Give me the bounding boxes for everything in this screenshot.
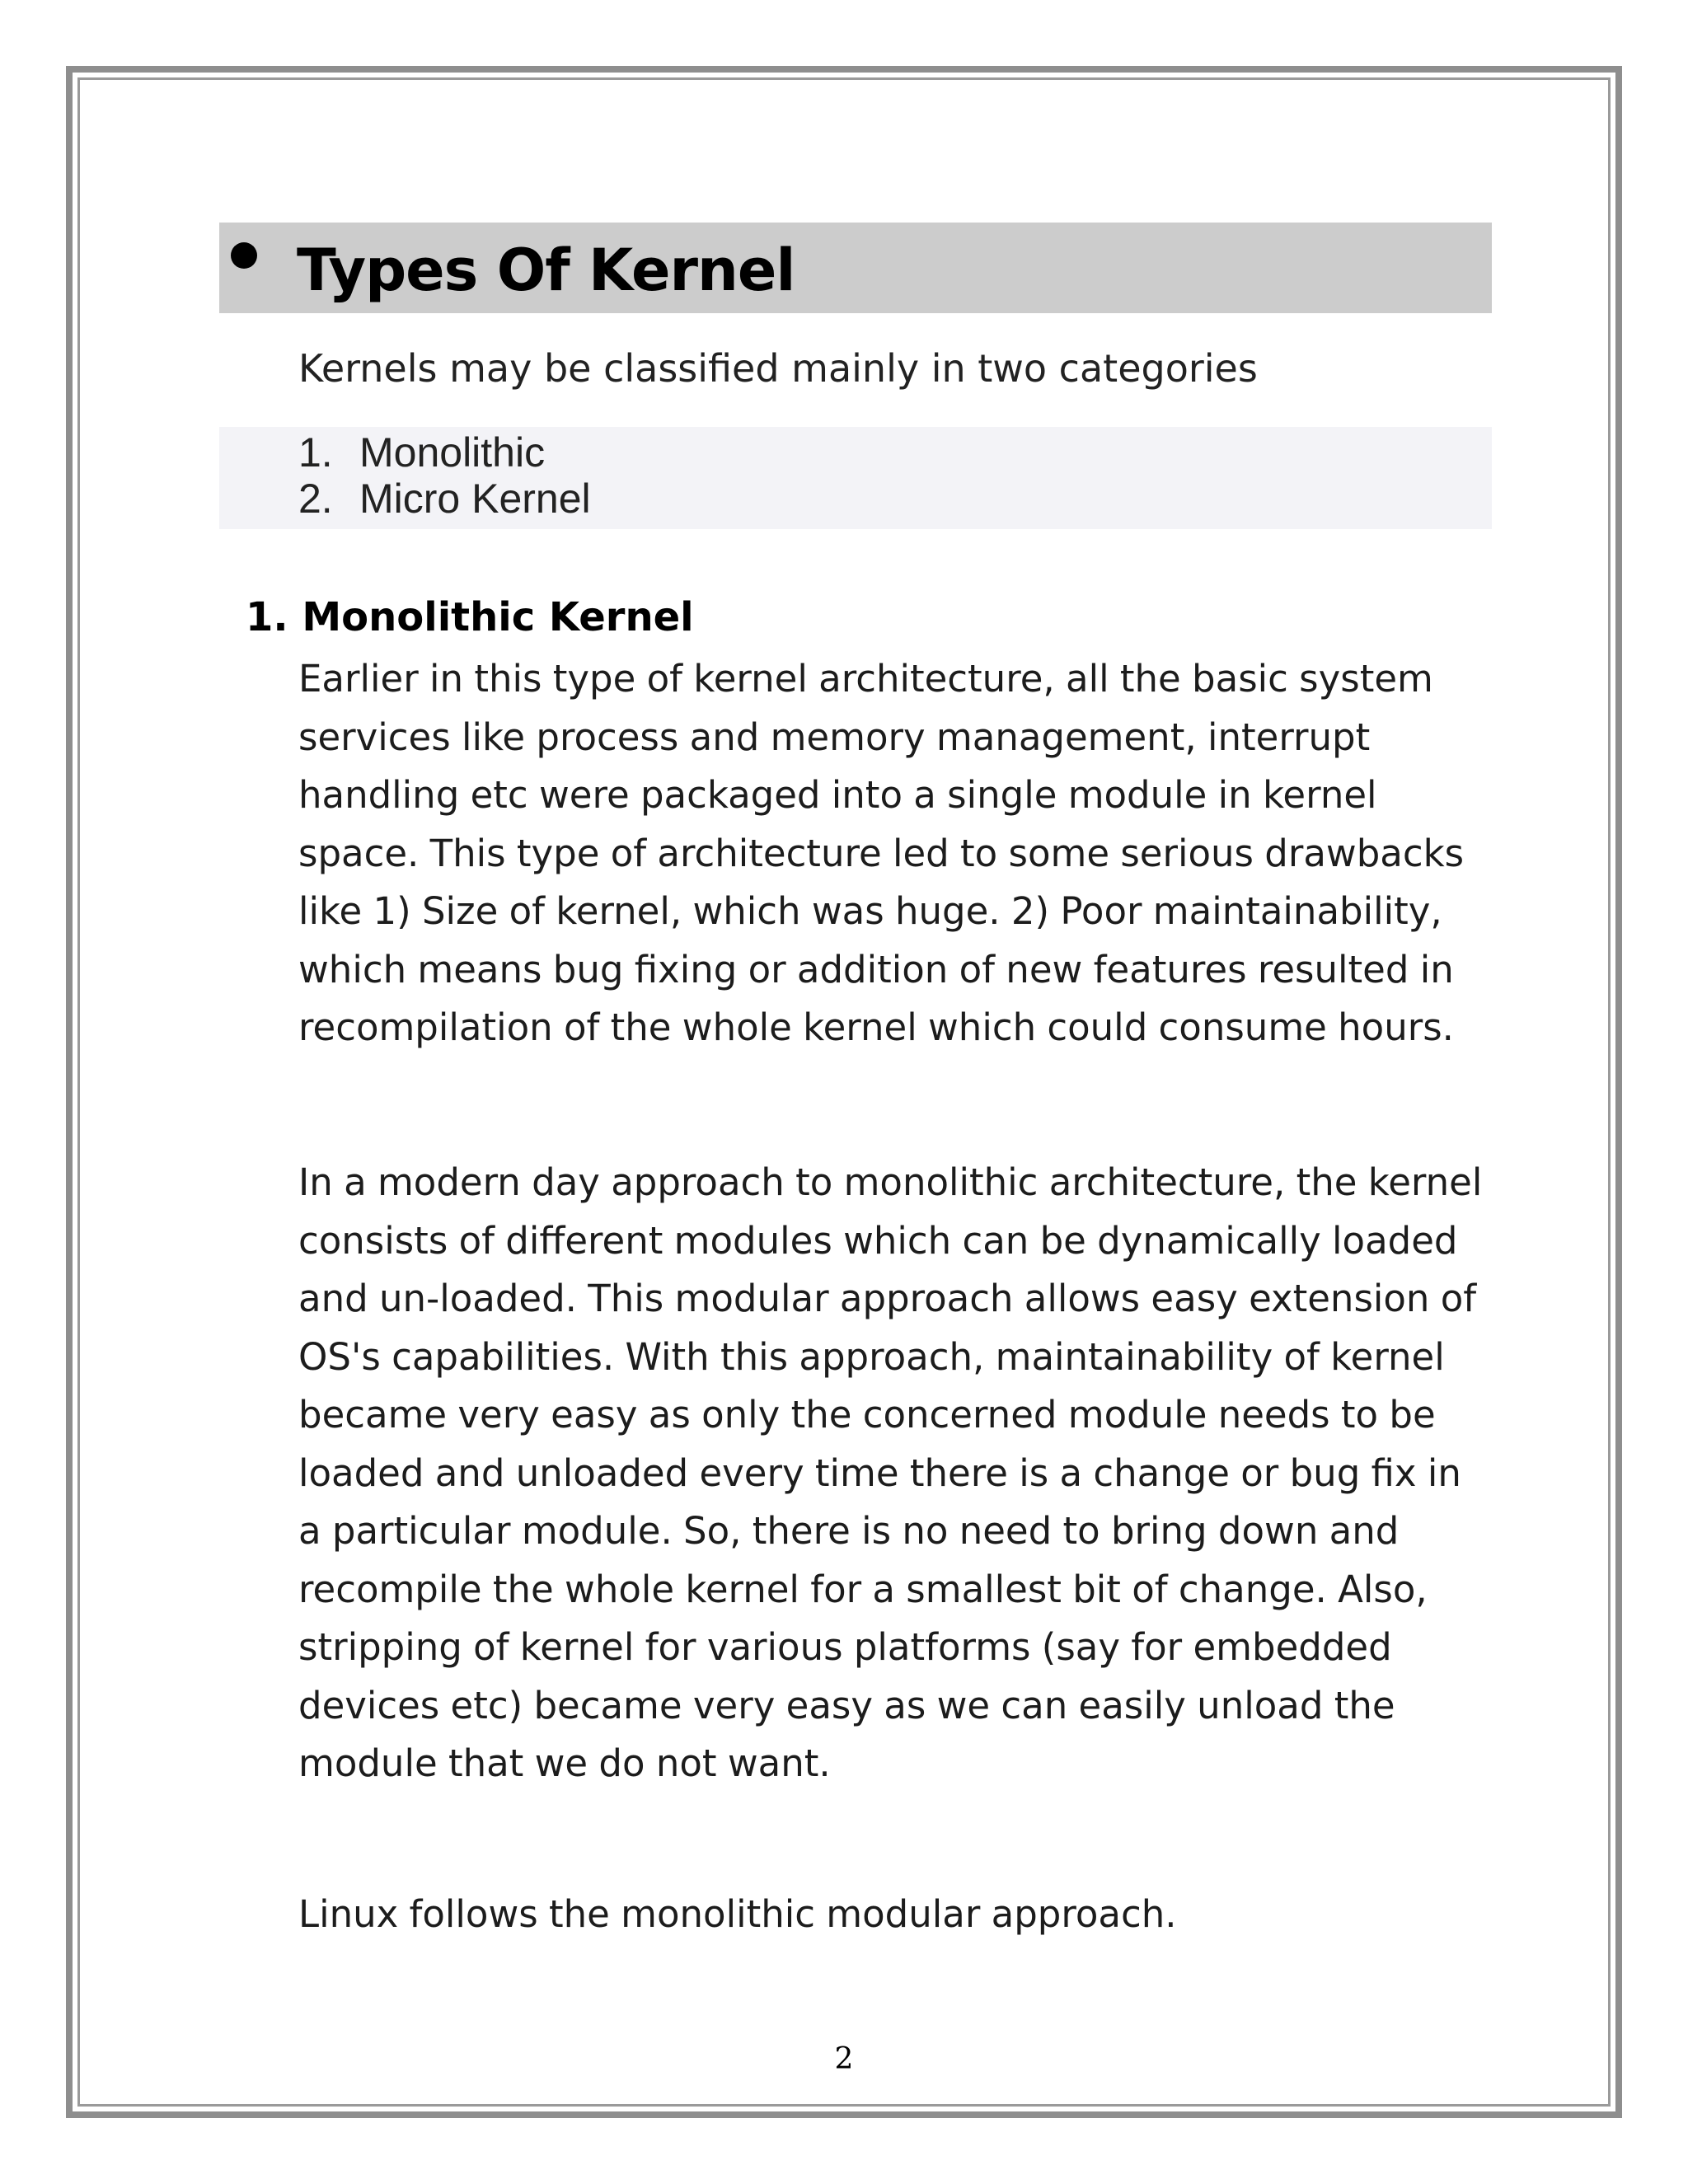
- heading-bullet-icon: [231, 242, 257, 269]
- list-item-label: Micro Kernel: [359, 476, 591, 522]
- page-number: 2: [834, 2042, 854, 2076]
- list-item-number: 2.: [298, 476, 333, 522]
- list-item: [298, 429, 545, 476]
- list-item-label: Monolithic: [359, 429, 546, 476]
- paragraph: Earlier in this type of kernel architecture, all the basic system services like process and memory management, interrupt handling etc were packaged into a single module in kernel space. This type of architecture led to some serious drawbacks like 1) Size of kernel, which was huge. 2) Poor maintainability, which means bug fixing or addition of new features resulted in recompilation of the whole kernel which could consume hours.: [298, 657, 1465, 1049]
- paragraph: In a modern day approach to monolithic architecture, the kernel consists of different modules which can be dynamically loaded and un-loaded. This modular approach allows easy extension of OS's capabilities. With this approach, maintainability of kernel became very easy as only the concerned module needs to be loaded and unloaded every time there is a change or bug fix in a particular module. So, there is no need to bring down and recompile the whole kernel for a smallest bit of change. Also, stripping of kernel for various platforms (say for embedded devices etc) became very easy as we can easily unload the module that we do not want.: [298, 1160, 1483, 1785]
- page-heading: Types Of Kernel: [297, 237, 795, 304]
- paragraph: Linux follows the monolithic modular approach.: [298, 1892, 1177, 1936]
- list-item: [298, 475, 591, 523]
- intro-text: Kernels may be classified mainly in two categories: [298, 346, 1258, 391]
- section-title: 1. Monolithic Kernel: [246, 594, 694, 640]
- list-item-number: 1.: [298, 429, 333, 476]
